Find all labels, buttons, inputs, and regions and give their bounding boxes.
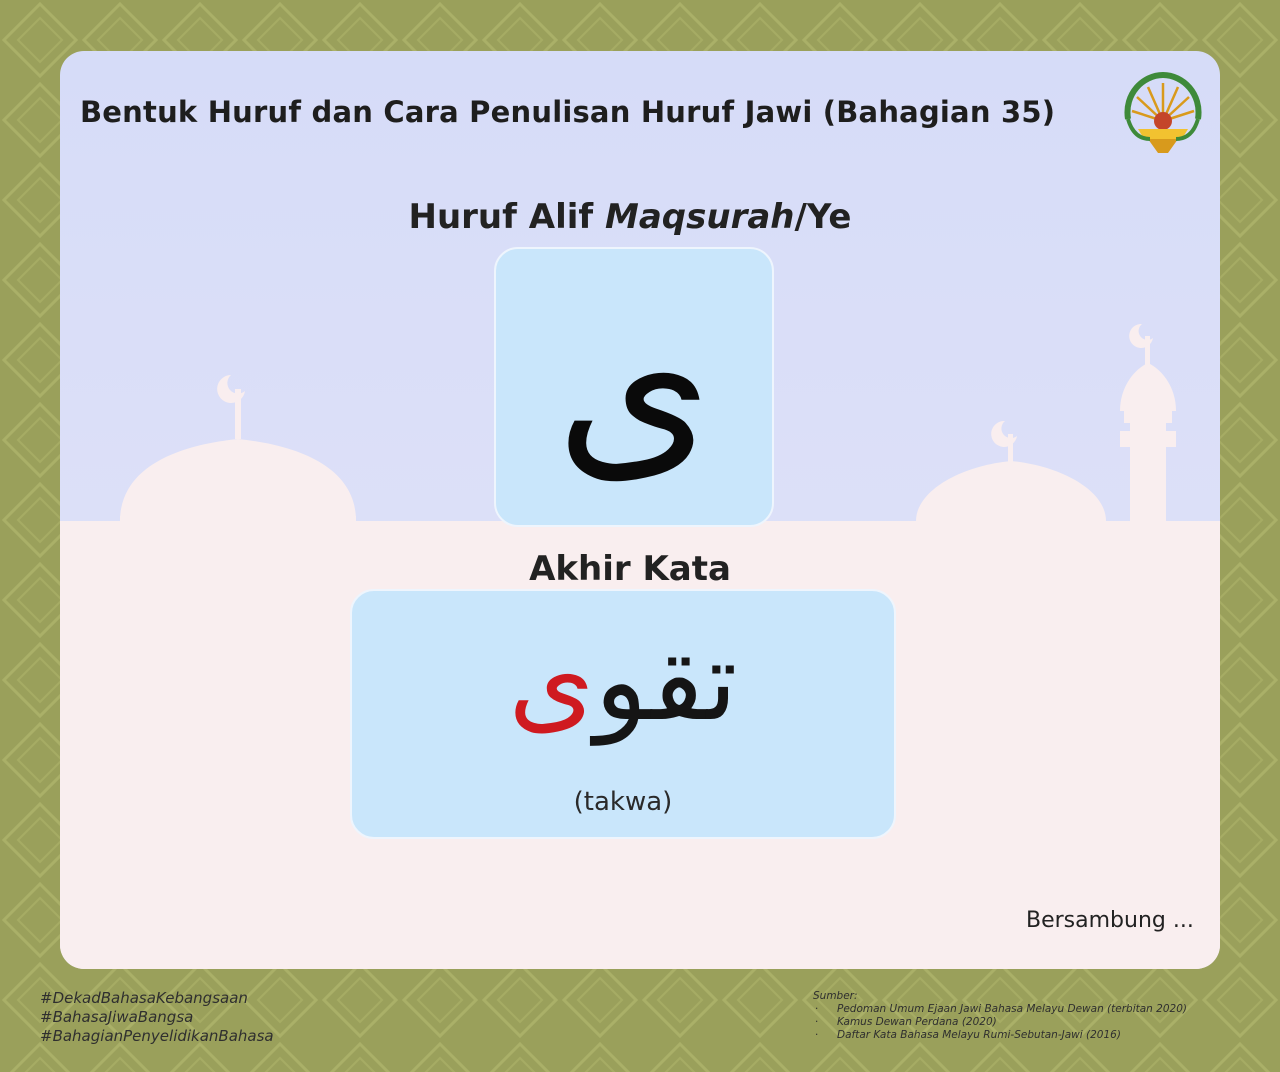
letter-card [494,247,774,527]
word-main: تقو [594,617,738,745]
position-label: Akhir Kata [529,549,731,589]
continued-label: Bersambung ... [1026,908,1194,933]
sources-block [813,990,1253,1042]
hashtag-list [40,989,274,1046]
sources-label: Sumber: [813,990,858,1002]
example-word-card [350,589,896,839]
source-item: · Daftar Kata Bahasa Melayu Rumi-Sebutan-Jawi (2016) [813,1029,1253,1042]
jawi-example-word [352,617,894,745]
institution-emblem-icon [1118,69,1208,157]
hashtag: #DekadBahasaKebangsaan [40,989,248,1007]
transliteration: (takwa) [573,787,673,817]
jawi-letter-glyph: ى [555,270,713,503]
content-card [60,51,1220,969]
letter-heading [60,197,1200,237]
hashtag: #BahagianPenyelidikanBahasa [40,1027,274,1045]
sources-list [813,1003,1253,1042]
letter-heading-suffix: /Ye [794,197,852,237]
letter-heading-italic: Maqsurah [605,197,795,237]
source-item: · Pedoman Umum Ejaan Jawi Bahasa Melayu Dewan (terbitan 2020) [813,1003,1253,1016]
page-title: Bentuk Huruf dan Cara Penulisan Huruf Jawi (Bahagian 35) [80,95,1056,129]
word-highlight-letter: ى [508,617,595,745]
source-item: · Kamus Dewan Perdana (2020) [813,1016,1253,1029]
hashtag: #BahasaJiwaBangsa [40,1008,194,1026]
letter-heading-prefix: Huruf Alif [408,197,606,237]
